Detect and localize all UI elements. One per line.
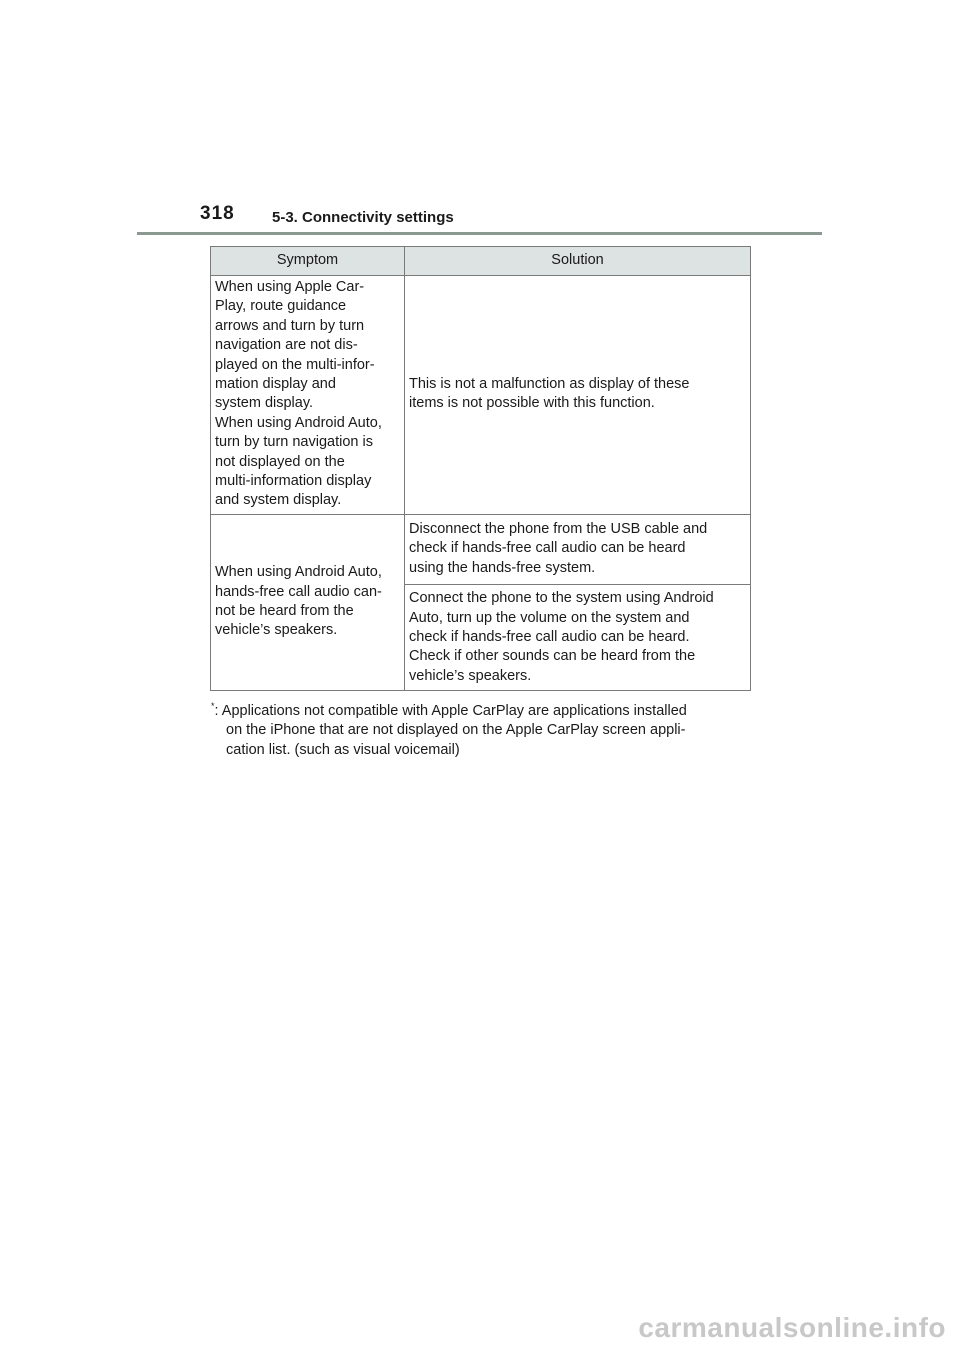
solution-line: Connect the phone to the system using Android [409,590,714,607]
column-header-solution: Solution [405,247,751,276]
symptom-line: mation display and [215,376,336,393]
symptom-line: not displayed on the [215,453,345,470]
watermark-logo: carmanualsonline.info [638,1312,946,1343]
footnote-marker: * [211,701,215,711]
solution-line: using the hands-free system. [409,559,596,576]
section-title: 5-3. Connectivity settings [272,209,454,226]
symptom-line: When using Android Auto, [215,414,382,431]
solution-line: check if hands-free call audio can be heard [409,540,686,557]
solution-line: Check if other sounds can be heard from the [409,648,696,665]
solution-line: Auto, turn up the volume on the system and [409,609,690,626]
symptom-line: turn by turn navigation is [215,434,373,451]
symptom-line: not be heard from the [215,603,354,619]
column-header-symptom: Symptom [211,247,405,276]
troubleshooting-table [210,246,751,691]
symptom-line: arrows and turn by turn [215,317,365,334]
footnote-line: cation list. (such as visual voicemail) [226,741,460,758]
solution-cell [405,585,751,691]
table-header-row [211,247,751,276]
symptom-line: played on the multi-infor- [215,356,375,373]
symptom-line: system display. [215,395,314,412]
footnote-text: : Applications not compatible with Apple CarPlay are applications installed [214,703,687,719]
symptom-line: When using Android Auto, [215,564,382,581]
symptom-cell [211,276,405,515]
symptom-line: and system display. [215,492,342,509]
footnote [211,697,756,760]
table-row [211,276,751,515]
solution-line: items is not possible with this function. [409,395,655,412]
header-rule [137,232,822,235]
solution-line: vehicle’s speakers. [409,667,532,684]
solution-cell [405,514,751,584]
symptom-cell [211,514,405,690]
page-number: 318 [200,203,235,224]
solution-line: This is not a malfunction as display of these [409,376,690,393]
symptom-line: vehicle’s speakers. [215,622,338,639]
solution-cell [405,276,751,515]
symptom-line: Play, route guidance [215,298,347,315]
solution-line: check if hands-free call audio can be heard. [409,628,690,645]
symptom-line: multi-information display [215,473,372,490]
footnote-line: on the iPhone that are not displayed on the Apple CarPlay screen appli- [226,722,686,739]
symptom-line: navigation are not dis- [215,337,358,354]
footnote-line [211,697,756,721]
symptom-line: When using Apple Car- [215,279,365,295]
symptom-line: hands-free call audio can- [215,583,382,600]
solution-line: Disconnect the phone from the USB cable and [409,520,708,537]
table-row [211,514,751,584]
